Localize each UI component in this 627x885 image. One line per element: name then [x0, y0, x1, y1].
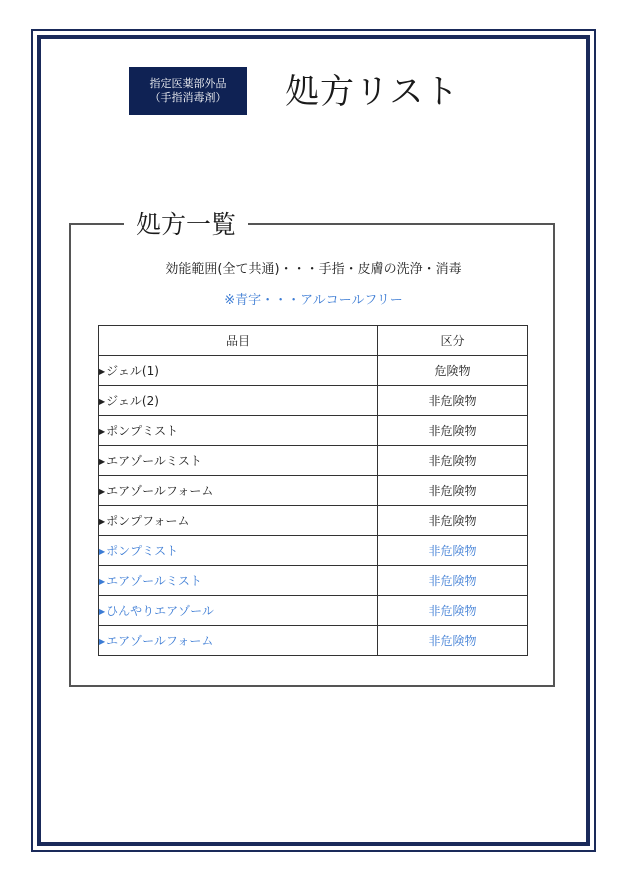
item-cell [99, 626, 378, 656]
bullet-triangle-icon: ▶ [99, 427, 106, 436]
table-row [99, 626, 528, 656]
page-title: 処方リスト [285, 72, 460, 112]
item-cell [99, 506, 378, 536]
category-cell: 非危険物 [378, 536, 528, 566]
item-cell [99, 416, 378, 446]
bullet-triangle-icon: ▶ [99, 457, 106, 466]
category-cell: 非危険物 [378, 446, 528, 476]
bullet-triangle-icon: ▶ [99, 637, 106, 646]
bullet-triangle-icon: ▶ [99, 517, 106, 526]
bullet-triangle-icon: ▶ [99, 577, 106, 586]
item-cell [99, 566, 378, 596]
item-label: ポンプフォーム [106, 514, 190, 528]
bullet-triangle-icon: ▶ [99, 547, 106, 556]
section-legend: 処方一覧 [124, 210, 248, 240]
category-cell: 非危険物 [378, 626, 528, 656]
quasi-drug-badge [129, 67, 247, 115]
item-cell [99, 536, 378, 566]
category-cell: 非危険物 [378, 416, 528, 446]
item-label: エアゾールミスト [106, 454, 202, 468]
table-row [99, 476, 528, 506]
item-label: エアゾールミスト [106, 574, 202, 588]
table-row [99, 506, 528, 536]
category-cell: 非危険物 [378, 386, 528, 416]
item-label: エアゾールフォーム [106, 484, 214, 498]
category-cell: 危険物 [378, 356, 528, 386]
item-cell [99, 476, 378, 506]
table-row [99, 356, 528, 386]
item-label: エアゾールフォーム [106, 634, 214, 648]
table-row [99, 536, 528, 566]
table-row [99, 446, 528, 476]
table-row [99, 596, 528, 626]
bullet-triangle-icon: ▶ [99, 367, 106, 376]
bullet-triangle-icon: ▶ [99, 397, 106, 406]
item-label: ポンプミスト [106, 544, 179, 558]
header-category: 区分 [378, 326, 528, 356]
item-cell [99, 596, 378, 626]
table-row [99, 566, 528, 596]
category-cell: 非危険物 [378, 566, 528, 596]
item-cell [99, 356, 378, 386]
category-cell: 非危険物 [378, 596, 528, 626]
item-cell [99, 446, 378, 476]
badge-line-2: （手指消毒剤） [149, 91, 227, 104]
bullet-triangle-icon: ▶ [99, 607, 106, 616]
table-header-row [99, 326, 528, 356]
item-label: ジェル(1) [106, 364, 159, 378]
header-item: 品目 [99, 326, 378, 356]
badge-line-1: 指定医薬部外品 [149, 77, 227, 90]
item-label: ポンプミスト [106, 424, 179, 438]
formula-table [98, 325, 528, 656]
effect-range-text: 効能範囲(全て共通)・・・手指・皮膚の洗浄・消毒 [165, 262, 462, 277]
category-cell: 非危険物 [378, 476, 528, 506]
table-row [99, 416, 528, 446]
table-row [99, 386, 528, 416]
bullet-triangle-icon: ▶ [99, 487, 106, 496]
alcohol-free-note: ※青字・・・アルコールフリー [224, 293, 403, 308]
item-label: ひんやりエアゾール [106, 604, 214, 618]
item-cell [99, 386, 378, 416]
category-cell: 非危険物 [378, 506, 528, 536]
item-label: ジェル(2) [106, 394, 159, 408]
